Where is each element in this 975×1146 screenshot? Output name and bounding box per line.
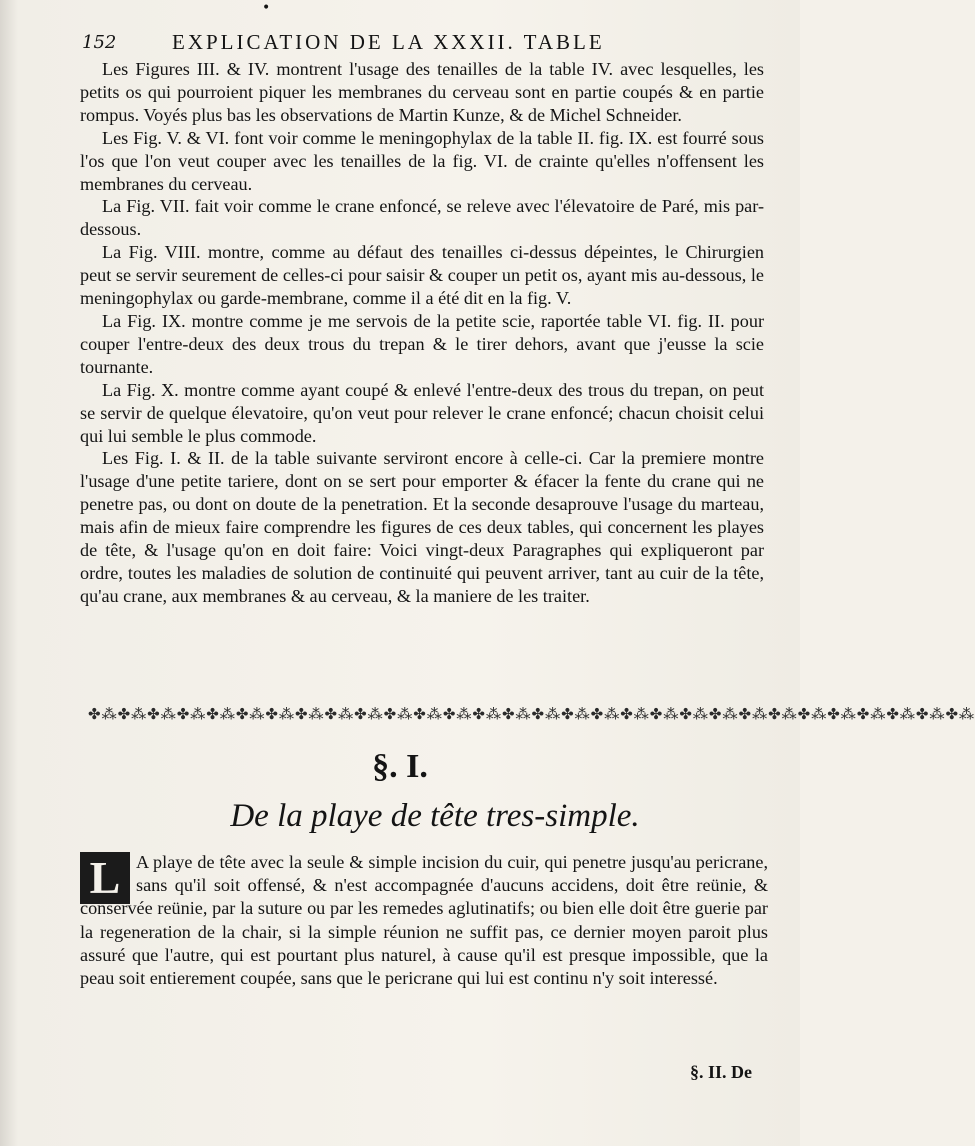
signature-mark: •: [262, 0, 271, 16]
ornamental-rule: ✤⁂✤⁂✤⁂✤⁂✤⁂✤⁂✤⁂✤⁂✤⁂✤⁂✤⁂✤⁂✤⁂✤⁂✤⁂✤⁂✤⁂✤⁂✤⁂✤⁂✤⁂✤⁂✤⁂✤⁂✤⁂✤⁂✤⁂✤⁂✤⁂✤⁂: [88, 705, 975, 723]
main-text: [80, 58, 764, 608]
paragraph-fig-10: La Fig. X. montre comme ayant coupé & enlevé l'entre-deux des trous du trepan, on peut se servir de quelque élevatoire, qu'on veut pour relever le crane enfoncé; chacun choisit celui qui lui semble le plus commode.: [80, 379, 764, 446]
page-number: 152: [82, 32, 117, 53]
paragraph-figs-5-6: Les Fig. V. & VI. font voir comme le meningophylax de la table II. fig. IX. est fourré sous l'os que l'on veut couper avec les tenailles de la fig. VI. de crainte qu'elles n'offensent les membranes du cerveau.: [80, 127, 764, 194]
catchword: §. II. De: [690, 1062, 752, 1082]
paragraph-fig-9: La Fig. IX. montre comme je me servois de la petite scie, raportée table VI. fig. II. pour couper l'entre-deux des deux trous du trepan & le tirer dehors, avant que j'eusse la scie tournante.: [80, 310, 764, 377]
section-text: A playe de tête avec la seule & simple incision du cuir, qui penetre jusqu'au pericrane, sans qu'il soit offensé, & n'est accompagnée d'aucuns accidens, doit être reünie, & conservée reünie, par la suture ou par les remedes aglutinatifs; ou bien elle doit être guerie par la regeneration de la chair, si la simple réunion ne suffit pas, ce dernier moyen paroit plus assuré que l'autre, qui est pourtant plus naturel, à cause qu'il est presque impossible, que la peau soit entierement coupée, sans que le pericrane qui lui est continu n'y soit interessé.: [80, 852, 768, 989]
running-title: EXPLICATION DE LA XXXII. TABLE: [172, 30, 605, 54]
paragraph-next-table: Les Fig. I. & II. de la table suivante serviront encore à celle-ci. Car la premiere montre l'usage d'une petite tariere, dont on se sert pour emporter & éfacer la fente du crane qui ne penetre pas, ou dont on doute de la penetration. Et la seconde desaprouve l'usage du marteau, mais afin de mieux faire comprendre les figures de ces deux tables, qui concernent les playes de tête, & l'usage qu'on en doit faire: Voici vingt-deux Paragraphes qui expliqueront par ordre, toutes les maladies de solution de continuité qui peuvent arriver, tant au cuir de la tête, qu'au crane, aux membranes & au cerveau, & la maniere de les traiter.: [80, 448, 764, 606]
section-title: De la playe de tête tres-simple.: [230, 798, 640, 834]
paragraph-figs-3-4: Les Figures III. & IV. montrent l'usage des tenailles de la table IV. avec lesquelles, les petits os qui pourroient piquer les membranes du cerveau sont en partie coupés & en partie rompus. Voyés plus bas les observations de Martin Kunze, & de Michel Schneider.: [80, 59, 764, 125]
section-text-block: [80, 851, 768, 990]
drop-cap: L: [80, 852, 130, 904]
page-header: [82, 30, 782, 60]
paragraph-fig-8: La Fig. VIII. montre, comme au défaut des tenailles ci-dessus dépeintes, le Chirurgien peut se servir seurement de celles-ci pour saisir & couper un petit os, ayant mis au-dessous, le meningophylax ou garde-membrane, comme il a été dit en la fig. V.: [80, 242, 764, 309]
section-number: §. I.: [372, 748, 428, 785]
drop-cap-spacer: [80, 851, 136, 895]
paragraph-fig-7: La Fig. VII. fait voir comme le crane enfoncé, se releve avec l'élevatoire de Paré, mis par-dessous.: [80, 196, 764, 240]
